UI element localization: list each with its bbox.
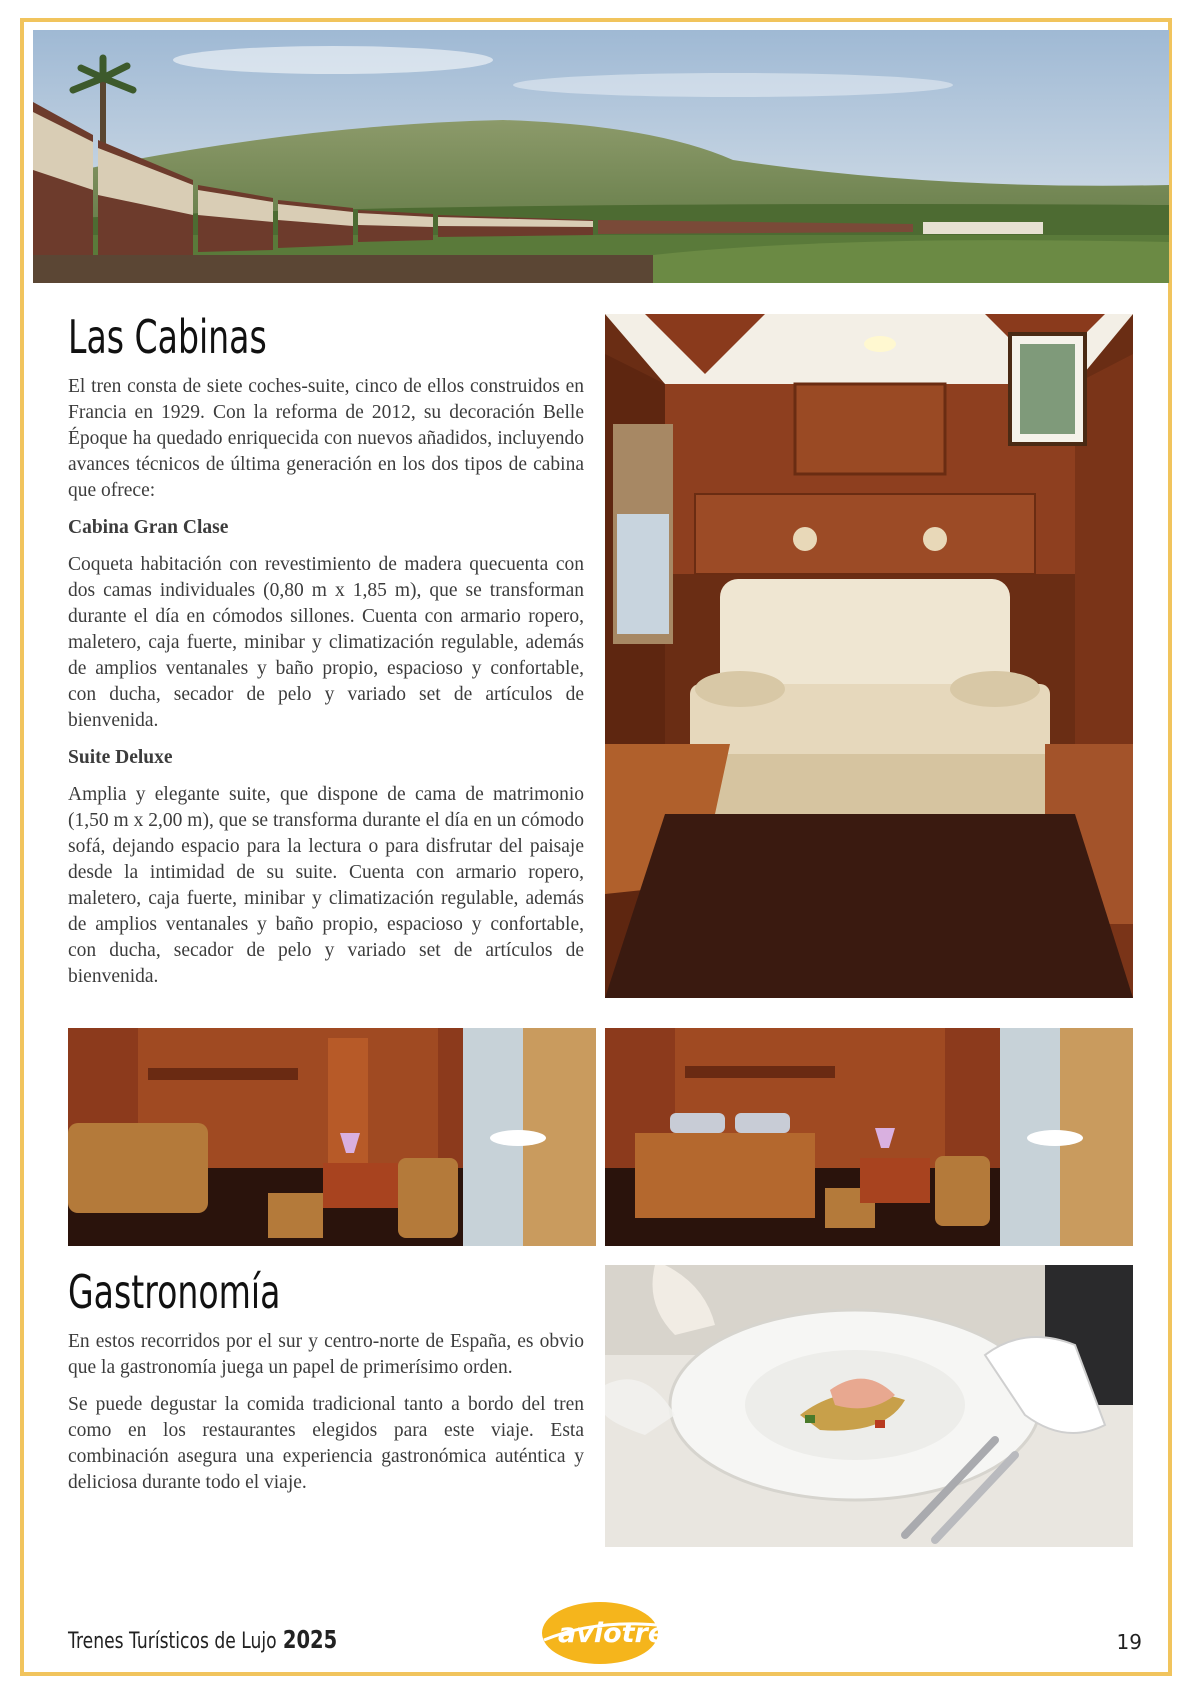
gran-clase-heading: Cabina Gran Clase [68, 517, 229, 538]
suite-heading: Suite Deluxe [68, 747, 173, 768]
aviotren-logo[interactable] [538, 1600, 686, 1666]
cabinas-intro: El tren consta de siete coches-suite, cinco de ellos construidos en Francia en 1929. Con la reforma de 2012, su decoración Belle Époque ha quedado enriquecida con nuevos añadidos, incluyendo avances técnicos de última generación en los dos tipos de cabina que ofrece: [68, 376, 584, 501]
cabinas-title: Las Cabinas [68, 310, 267, 364]
food-plate-photo [605, 1265, 1133, 1547]
footer-publication [68, 1625, 337, 1654]
cabin-render-bed-photo [605, 1028, 1133, 1246]
gastronomia-title: Gastronomía [68, 1265, 281, 1319]
cabinas-text [68, 374, 584, 1001]
gastronomia-p1: En estos recorridos por el sur y centro-norte de España, es obvio que la gastronomía juega un papel de primerísimo orden. [68, 1331, 584, 1378]
train-banner-photo [33, 30, 1169, 283]
gastronomia-text [68, 1329, 584, 1507]
suite-text: Amplia y elegante suite, que dispone de cama de matrimonio (1,50 m x 2,00 m), que se transforma durante el día en un cómodo sofá, dejando espacio para la lectura o para disfrutar del paisaje desde la intimidad de su suite. Cuenta con armario ropero, maletero, caja fuerte, minibar y climatización regulable, además de amplios ventanales y baño propio, espacioso y confortable, con ducha, secador de pelo y variado set de artículos de bienvenida. [68, 784, 584, 987]
logo-wordmark: aviotren [558, 1618, 686, 1649]
publication-year: 2025 [282, 1625, 338, 1654]
publication-name: Trenes Turísticos de Lujo [68, 1629, 277, 1654]
cabin-interior-photo [605, 314, 1133, 998]
page-number: 19 [1116, 1630, 1142, 1654]
gran-clase-text: Coqueta habitación con revestimiento de madera quecuenta con dos camas individuales (0,80 m x 1,85 m), que se transforman durante el día en cómodos sillones. Cuenta con armario ropero, maletero, caja fuerte, minibar y climatización regulable, además de amplios ventanales y baño propio, espacioso y confortable, con ducha, secador de pelo y variado set de artículos de bienvenida. [68, 554, 584, 731]
cabin-render-sofa-photo [68, 1028, 596, 1246]
gastronomia-p2: Se puede degustar la comida tradicional tanto a bordo del tren como en los restaurantes elegidos para este viaje. Esta combinación asegura una experiencia gastronómica auténtica y deliciosa durante todo el viaje. [68, 1394, 584, 1493]
